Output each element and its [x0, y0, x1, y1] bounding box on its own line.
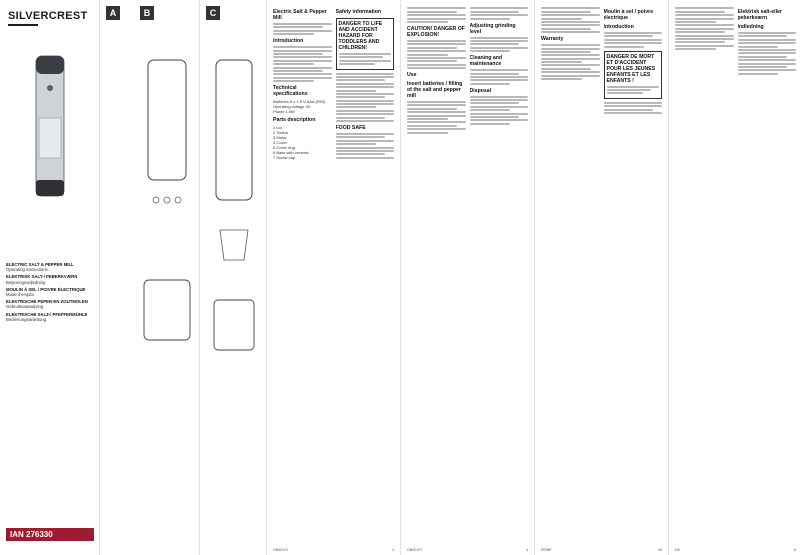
cleaning-heading: Cleaning and maintenance: [469, 55, 503, 68]
subtitle-dk: Betjeningsvejledning: [6, 279, 46, 285]
title-nl: ELEKTRISCHE PEPER-EN ZOUTMOLEN: [6, 299, 88, 305]
figure-b-panel: [134, 0, 200, 555]
french-danger-text: DANGER DE MORT ET D'ACCIDENT POUR LES JEUNES ENFANTS ET LES ENFANTS !: [606, 53, 656, 84]
danish-title: Elektrisk salt-eller peberkværn: [737, 9, 782, 21]
cover-titles: [6, 262, 98, 324]
disposal-heading: Disposal: [469, 87, 492, 94]
danger-text: DANGER TO LIFE AND ACCIDENT HAZARD FOR TODDLERS AND CHILDREN!: [338, 21, 383, 51]
subtitle-gb: Operating instructions: [6, 267, 48, 273]
spec-voltage-value: 9V: [305, 104, 311, 110]
list-item: 1 Lid: [273, 125, 282, 131]
figure-a-label: A: [106, 6, 120, 20]
danish-page: [669, 0, 802, 555]
spec-power-label: Power: [273, 109, 285, 115]
page-number-right: 4: [526, 548, 528, 552]
spec-batteries-value: 6 x 1.5 V AAA (R03): [289, 99, 326, 105]
french-intro: Introduction: [603, 24, 634, 30]
list-item: 7 Screw cap: [273, 155, 296, 161]
cover-panel: [0, 0, 100, 555]
figure-c-panel: [200, 0, 267, 555]
spec-power-value: 1.5W: [285, 109, 295, 115]
page-label-dk: DK: [675, 548, 680, 552]
page-number-fr: 15: [658, 548, 662, 552]
list-item: 3 Motor: [273, 135, 287, 141]
page-label-right: GB/IE/CY: [407, 548, 423, 552]
french-title: Moulin à sel / poivre électrique: [603, 9, 654, 21]
page-label-left: GB/IE/CY: [273, 548, 289, 552]
safety-heading: Safety information: [335, 9, 382, 15]
danger-box: [336, 18, 395, 70]
figure-b-label: B: [140, 6, 154, 20]
english-title: Electric Salt & Pepper Mill: [273, 9, 327, 21]
page-label-fr: FR/BE: [541, 548, 552, 552]
insert-batteries-heading: Insert batteries / filling of the salt and pepper mill: [407, 81, 463, 100]
warranty-page: [535, 0, 669, 555]
subtitle-de: Bedienungsanleitung: [6, 316, 47, 322]
figure-c-label: C: [206, 6, 220, 20]
ian-badge: IAN 276330: [6, 528, 94, 541]
list-item: 2 Switch: [273, 130, 289, 136]
brand-underline: [8, 24, 38, 26]
figure-b-drawing: [134, 0, 200, 555]
use-heading: Use: [407, 72, 417, 79]
list-item: 5 Cover ring: [273, 145, 295, 151]
spec-batteries-label: Batteries: [273, 99, 289, 105]
grinding-heading: Adjusting grinding level: [469, 22, 516, 35]
french-danger-box: [604, 51, 663, 99]
page-number-dk: 6: [794, 548, 796, 552]
list-item: 6 Base with ceramic: [273, 150, 309, 156]
spec-voltage-label: Operating voltage: [273, 104, 305, 110]
caution-batteries: CAUTION! DANGER OF EXPLOSION!: [407, 25, 465, 38]
english-page-left: [267, 0, 401, 555]
mill-product-image: [6, 48, 94, 208]
page-number-left: 3: [392, 548, 394, 552]
technical-heading: Technical specifications: [273, 85, 308, 98]
figure-c-drawing: [200, 0, 267, 555]
parts-list: [273, 125, 332, 160]
danish-intro: Indledning: [737, 24, 764, 30]
brand-logo: SILVERCREST: [8, 10, 88, 22]
title-dk: ELEKTRISK SALT-/ PEBERKVÆRN: [6, 274, 78, 280]
english-page-right: [401, 0, 535, 555]
list-item: 4 Cover: [273, 140, 288, 146]
subtitle-fr: Mode d'emploi: [6, 292, 34, 298]
title-gb: ELECTRIC SALT & PEPPER MILL: [6, 262, 74, 267]
food-safe-heading: FOOD SAFE: [335, 125, 366, 132]
intro-heading: Introduction: [273, 38, 304, 45]
warranty-heading: Warranty: [541, 36, 564, 43]
title-de: ELEKTRISCHE SALZ-/ PFEFFERMÜHLE: [6, 311, 88, 317]
subtitle-nl: Gebruiksaanwijzing: [6, 304, 44, 310]
title-fr: MOULIN À SEL / POIVRE ÉLECTRIQUE: [6, 286, 86, 292]
parts-heading: Parts description: [273, 117, 316, 124]
